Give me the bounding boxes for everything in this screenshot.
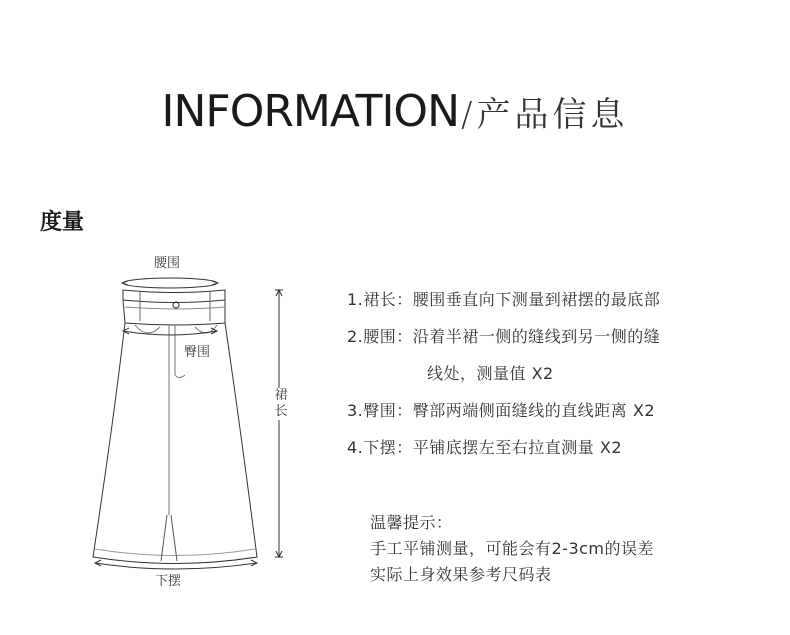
- tips-block: [370, 510, 654, 588]
- waist-label: 腰围: [154, 256, 181, 271]
- title-separator: /: [460, 95, 473, 135]
- page-title: [0, 86, 790, 137]
- skirt-illustration: [85, 245, 305, 595]
- list-item-waist-continued: 线处，测量值 X2: [427, 364, 554, 383]
- title-english: INFORMATION: [161, 86, 459, 137]
- length-label: 裙长: [274, 388, 288, 419]
- tips-line-2: 实际上身效果参考尺码表: [370, 565, 552, 584]
- hem-label: 下摆: [155, 574, 182, 589]
- list-item-hem: 4.下摆：平铺底摆左至右拉直测量 X2: [347, 438, 622, 457]
- list-item-hip: 3.臀围：臀部两端侧面缝线的直线距离 X2: [347, 401, 655, 420]
- list-item-length: 1.裙长：腰围垂直向下测量到裙摆的最底部: [347, 290, 661, 309]
- section-title: 度量: [40, 210, 85, 235]
- title-chinese: 产品信息: [476, 95, 629, 135]
- skirt-diagram: [85, 245, 305, 595]
- measurement-list: [347, 290, 767, 475]
- hip-label: 臀围: [184, 345, 211, 360]
- tips-heading: 温馨提示：: [370, 513, 453, 532]
- tips-line-1: 手工平铺测量，可能会有2-3cm的误差: [370, 539, 655, 558]
- list-item-waist: 2.腰围：沿着半裙一侧的缝线到另一侧的缝: [347, 327, 661, 346]
